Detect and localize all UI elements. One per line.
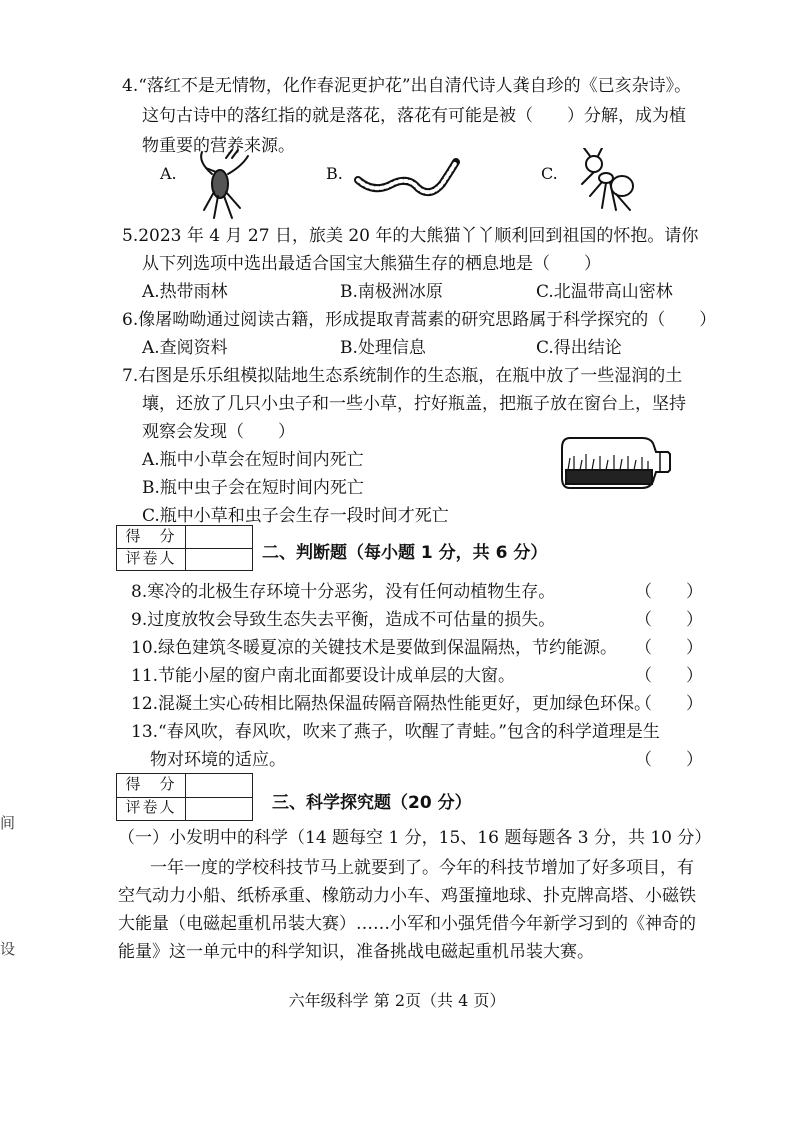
score-box-section2 [116,525,253,571]
judge-item-text: 物对环境的适应。 [150,750,286,770]
mosquito-icon [192,148,252,222]
q5-option-a: A.热带雨林 [142,282,228,302]
judge-item-text: 13.“春风吹，春风吹，吹来了燕子，吹醒了青蛙。”包含的科学道理是生 [131,722,660,742]
ecology-bottle-illustration [560,432,676,494]
q5-line-2: 从下列选项中选出最适合国宝大熊猫生存的栖息地是（ ） [142,254,601,274]
q4-line-2: 这句古诗中的落红指的就是落花，落花有可能是被（ ）分解，成为植 [142,106,686,126]
section3-title: 三、科学探究题（20 分） [272,793,472,813]
q7-line-1: 7.右图是乐乐组模拟陆地生态系统制作的生态瓶，在瓶中放了一些湿润的土 [122,366,683,386]
answer-paren[interactable]: （ ） [635,666,703,686]
q5-line-1: 5.2023 年 4 月 27 日，旅美 20 年的大熊猫丫丫顺利回到祖国的怀抱。请你 [122,226,699,246]
judge-item-text: 11.节能小屋的窗户南北面都要设计成单层的大窗。 [131,666,516,686]
ant-icon [572,148,638,218]
q7-line-2: 壤，还放了几只小虫子和一些小草，拧好瓶盖，把瓶子放在窗台上，坚持 [142,394,686,414]
q4-option-c: C. [541,164,558,183]
q7-option-a: A.瓶中小草会在短时间内死亡 [142,450,364,470]
judge-item-12 [131,692,703,716]
score-label: 得 分 [117,526,186,548]
grader-label: 评卷人 [117,797,186,820]
score-box-section3 [116,773,253,821]
answer-paren[interactable]: （ ） [635,610,703,630]
margin-char-2: 设 [0,940,16,958]
judge-item-text: 10.绿色建筑冬暖夏凉的关键技术是要做到保温隔热，节约能源。 [131,638,618,658]
section3-subtitle: （一）小发明中的科学（14 题每空 1 分，15、16 题每题各 3 分，共 10 分） [118,828,712,848]
q6-option-c: C.得出结论 [536,338,622,358]
judge-item-text: 12.混凝土实心砖相比隔热保温砖隔音隔热性能更好，更加绿色环保。 [131,694,652,714]
para-line-1: 一年一度的学校科技节马上就要到了。今年的科技节增加了好多项目，有 [150,858,694,878]
judge-item-8 [131,580,703,604]
q7-option-b: B.瓶中虫子会在短时间内死亡 [142,478,364,498]
q4-option-a: A. [160,164,177,183]
q4-line-3: 物重要的营养来源。 [142,136,295,156]
judge-item-13-cont [150,748,703,772]
judge-item-text: 8.寒冷的北极生存环境十分恶劣，没有任何动植物生存。 [131,582,556,602]
para-line-4: 能量》这一单元中的科学知识，准备挑战电磁起重机吊装大赛。 [118,942,594,962]
score-label: 得 分 [117,774,186,797]
q6-option-a: A.查阅资料 [142,338,228,358]
answer-paren[interactable]: （ ） [635,694,703,714]
earthworm-icon [352,154,462,200]
judge-item-13 [131,720,703,744]
q4-line-1: 4.“落红不是无情物，化作春泥更护花”出自清代诗人龚自珍的《已亥杂诗》。 [122,76,692,96]
margin-char-1: 间 [0,814,16,832]
section2-title: 二、判断题（每小题 1 分，共 6 分） [262,543,548,563]
judge-item-9 [131,608,703,632]
answer-paren[interactable]: （ ） [635,638,703,658]
judge-item-text: 9.过度放牧会导致生态失去平衡，造成不可估量的损失。 [131,610,556,630]
q6-option-b: B.处理信息 [340,338,426,358]
q6-line-1: 6.像屠呦呦通过阅读古籍，形成提取青蒿素的研究思路属于科学探究的（ ） [122,310,717,330]
answer-paren[interactable]: （ ） [635,750,703,770]
para-line-2: 空气动力小船、纸桥承重、橡筋动力小车、鸡蛋撞地球、扑克牌高塔、小磁铁 [118,886,696,906]
q4-option-b: B. [326,164,343,183]
answer-paren[interactable]: （ ） [635,582,703,602]
judge-item-10 [131,636,703,660]
q7-option-c: C.瓶中小草和虫子会生存一段时间才死亡 [142,506,449,526]
q5-option-b: B.南极洲冰原 [340,282,443,302]
grader-label: 评卷人 [117,548,186,570]
para-line-3: 大能量（电磁起重机吊装大赛）……小军和小强凭借今年新学习到的《神奇的 [118,914,696,934]
q7-line-3: 观察会发现（ ） [142,422,295,442]
judge-item-11 [131,664,703,688]
q5-option-c: C.北温带高山密林 [536,282,673,302]
page-footer: 六年级科学 第 2页（共 4 页） [288,991,506,1010]
